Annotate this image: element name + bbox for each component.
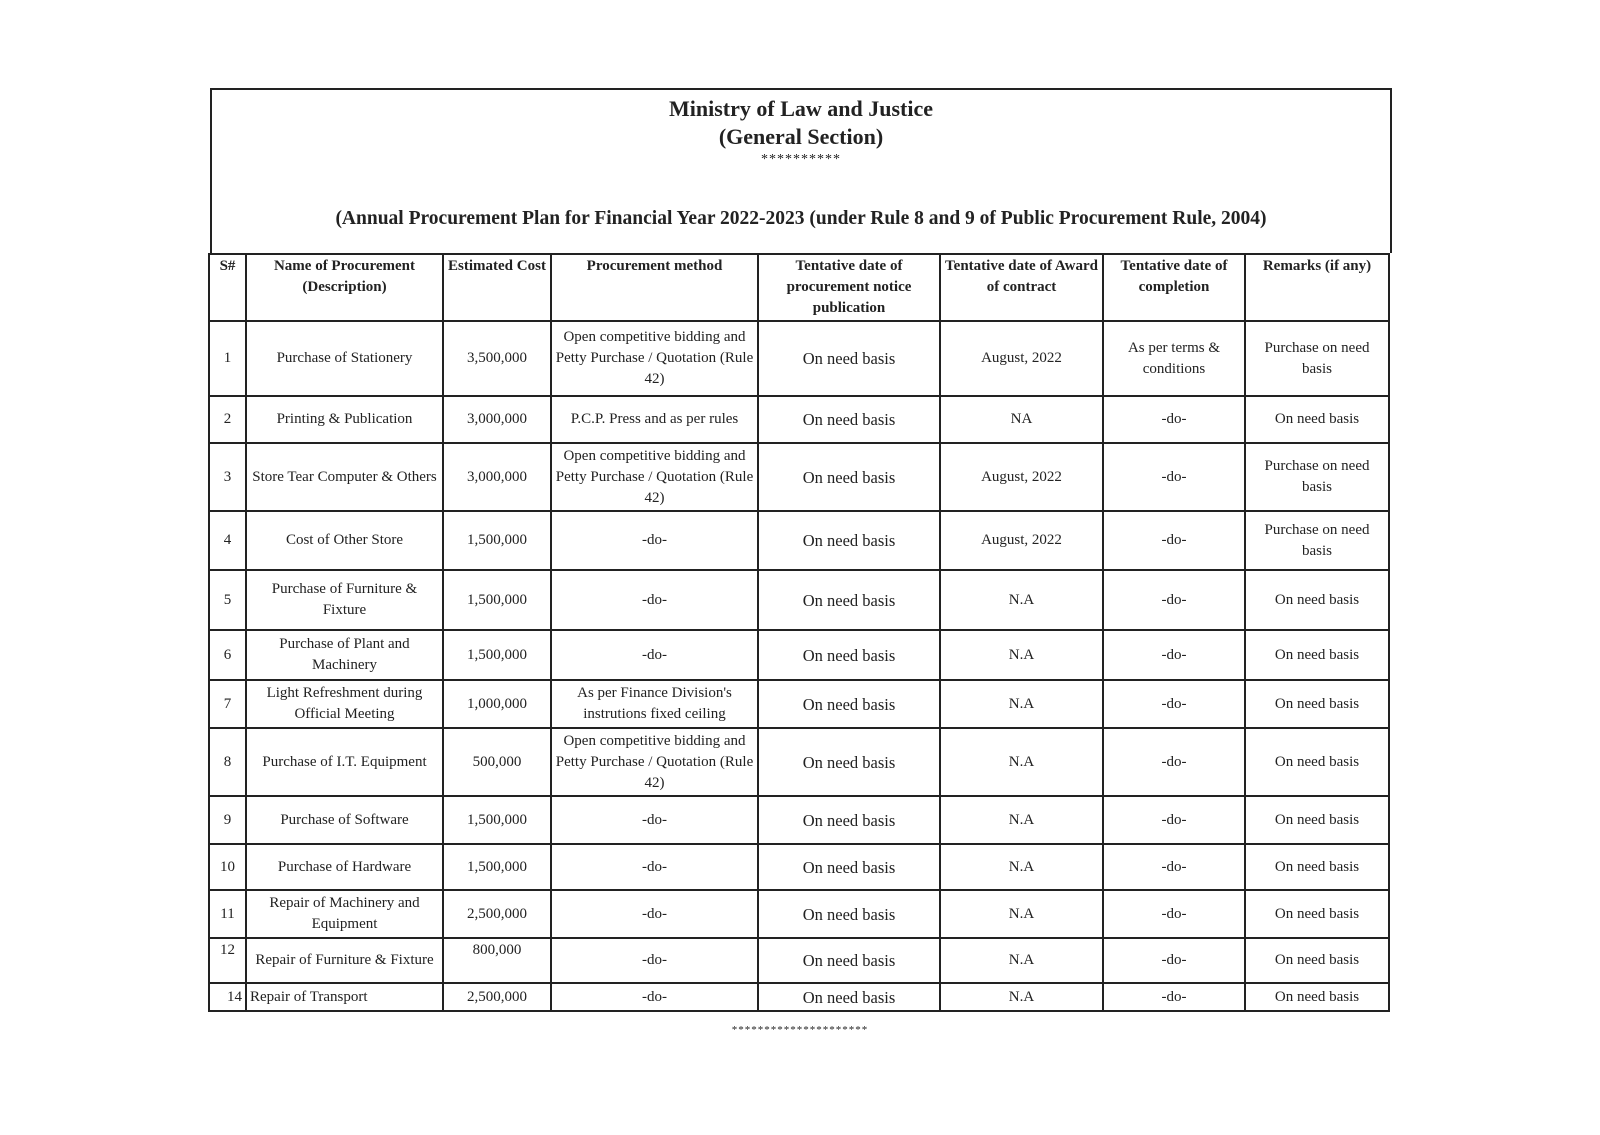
serial-number: 14 [209,983,246,1011]
title-separator: ********** [761,152,841,167]
remarks: On need basis [1245,796,1389,844]
notice-date: On need basis [758,728,940,796]
notice-date: On need basis [758,396,940,443]
serial-number: 8 [209,728,246,796]
table-row [209,630,1389,680]
award-date: N.A [940,796,1103,844]
notice-date: On need basis [758,511,940,570]
estimated-cost: 1,500,000 [443,511,551,570]
award-date: August, 2022 [940,443,1103,511]
table-row [209,728,1389,796]
procurement-method: As per Finance Division's instrutions fixed ceiling [551,680,758,728]
column-header: Remarks (if any) [1245,254,1389,321]
award-date: N.A [940,570,1103,630]
procurement-name: Cost of Other Store [246,511,443,570]
completion-date: -do- [1103,570,1245,630]
notice-date: On need basis [758,938,940,983]
notice-date: On need basis [758,570,940,630]
notice-date: On need basis [758,321,940,396]
remarks: Purchase on need basis [1245,443,1389,511]
serial-number: 5 [209,570,246,630]
column-header: Estimated Cost [443,254,551,321]
procurement-name: Purchase of Software [246,796,443,844]
notice-date: On need basis [758,680,940,728]
estimated-cost: 2,500,000 [443,890,551,938]
remarks: On need basis [1245,680,1389,728]
notice-date: On need basis [758,890,940,938]
procurement-method: Open competitive bidding and Petty Purchase / Quotation (Rule 42) [551,728,758,796]
award-date: N.A [940,844,1103,890]
procurement-method: Open competitive bidding and Petty Purchase / Quotation (Rule 42) [551,321,758,396]
procurement-name: Purchase of Stationery [246,321,443,396]
procurement-name: Purchase of Hardware [246,844,443,890]
column-header: Tentative date of completion [1103,254,1245,321]
procurement-method: Open competitive bidding and Petty Purchase / Quotation (Rule 42) [551,443,758,511]
procurement-method: -do- [551,844,758,890]
remarks: On need basis [1245,983,1389,1011]
footer-separator: ********************* [731,1024,869,1036]
notice-date: On need basis [758,796,940,844]
completion-date: -do- [1103,728,1245,796]
table-row [209,890,1389,938]
procurement-name: Purchase of Plant and Machinery [246,630,443,680]
table-row [209,796,1389,844]
completion-date: -do- [1103,844,1245,890]
table-row [209,983,1389,1011]
notice-date: On need basis [758,983,940,1011]
completion-date: -do- [1103,983,1245,1011]
award-date: N.A [940,890,1103,938]
procurement-name: Purchase of Furniture & Fixture [246,570,443,630]
section-title: (General Section) [718,124,884,149]
completion-date: As per terms & conditions [1103,321,1245,396]
serial-number: 9 [209,796,246,844]
remarks: On need basis [1245,570,1389,630]
serial-number: 10 [209,844,246,890]
procurement-method: -do- [551,890,758,938]
table-row [209,938,1389,983]
completion-date: -do- [1103,796,1245,844]
procurement-method: -do- [551,630,758,680]
award-date: NA [940,396,1103,443]
completion-date: -do- [1103,680,1245,728]
serial-number: 1 [209,321,246,396]
column-header: Tentative date of Award of contract [940,254,1103,321]
award-date: N.A [940,680,1103,728]
remarks: On need basis [1245,890,1389,938]
award-date: N.A [940,938,1103,983]
remarks: Purchase on need basis [1245,511,1389,570]
procurement-method: P.C.P. Press and as per rules [551,396,758,443]
serial-number: 2 [209,396,246,443]
remarks: On need basis [1245,728,1389,796]
notice-date: On need basis [758,844,940,890]
serial-number: 4 [209,511,246,570]
completion-date: -do- [1103,890,1245,938]
table-row [209,680,1389,728]
estimated-cost: 2,500,000 [443,983,551,1011]
document-header-box [210,88,1392,253]
completion-date: -do- [1103,443,1245,511]
serial-number: 7 [209,680,246,728]
completion-date: -do- [1103,938,1245,983]
procurement-name: Repair of Transport [246,983,443,1011]
column-header: S# [209,254,246,321]
completion-date: -do- [1103,630,1245,680]
procurement-method: -do- [551,983,758,1011]
award-date: N.A [940,983,1103,1011]
notice-date: On need basis [758,443,940,511]
serial-number: 12 [209,938,246,983]
procurement-name: Printing & Publication [246,396,443,443]
plan-subtitle: (Annual Procurement Plan for Financial Year 2022-2023 (under Rule 8 and 9 of Public Procurement Rule, 2004) [335,208,1267,229]
procurement-name: Repair of Furniture & Fixture [246,938,443,983]
table-row [209,321,1389,396]
estimated-cost: 3,500,000 [443,321,551,396]
estimated-cost: 1,000,000 [443,680,551,728]
table-row [209,570,1389,630]
column-header: Procurement method [551,254,758,321]
serial-number: 3 [209,443,246,511]
table-row [209,443,1389,511]
estimated-cost: 1,500,000 [443,796,551,844]
procurement-name: Light Refreshment during Official Meeting [246,680,443,728]
serial-number: 11 [209,890,246,938]
award-date: N.A [940,630,1103,680]
table-header-row [209,254,1389,321]
procurement-name: Purchase of I.T. Equipment [246,728,443,796]
estimated-cost: 1,500,000 [443,844,551,890]
ministry-title: Ministry of Law and Justice [669,96,933,121]
award-date: August, 2022 [940,511,1103,570]
remarks: On need basis [1245,630,1389,680]
table-row [209,511,1389,570]
procurement-name: Store Tear Computer & Others [246,443,443,511]
remarks: Purchase on need basis [1245,321,1389,396]
column-header: Tentative date of procurement notice publication [758,254,940,321]
procurement-name: Repair of Machinery and Equipment [246,890,443,938]
estimated-cost: 3,000,000 [443,443,551,511]
procurement-method: -do- [551,796,758,844]
serial-number: 6 [209,630,246,680]
column-header: Name of Procurement (Description) [246,254,443,321]
procurement-method: -do- [551,938,758,983]
completion-date: -do- [1103,396,1245,443]
table-row [209,396,1389,443]
estimated-cost: 3,000,000 [443,396,551,443]
estimated-cost: 1,500,000 [443,570,551,630]
estimated-cost: 1,500,000 [443,630,551,680]
award-date: August, 2022 [940,321,1103,396]
remarks: On need basis [1245,844,1389,890]
table-row [209,844,1389,890]
notice-date: On need basis [758,630,940,680]
procurement-method: -do- [551,511,758,570]
remarks: On need basis [1245,938,1389,983]
completion-date: -do- [1103,511,1245,570]
remarks: On need basis [1245,396,1389,443]
procurement-table [208,253,1390,1012]
award-date: N.A [940,728,1103,796]
estimated-cost: 500,000 [443,728,551,796]
estimated-cost: 800,000 [443,938,551,983]
procurement-method: -do- [551,570,758,630]
